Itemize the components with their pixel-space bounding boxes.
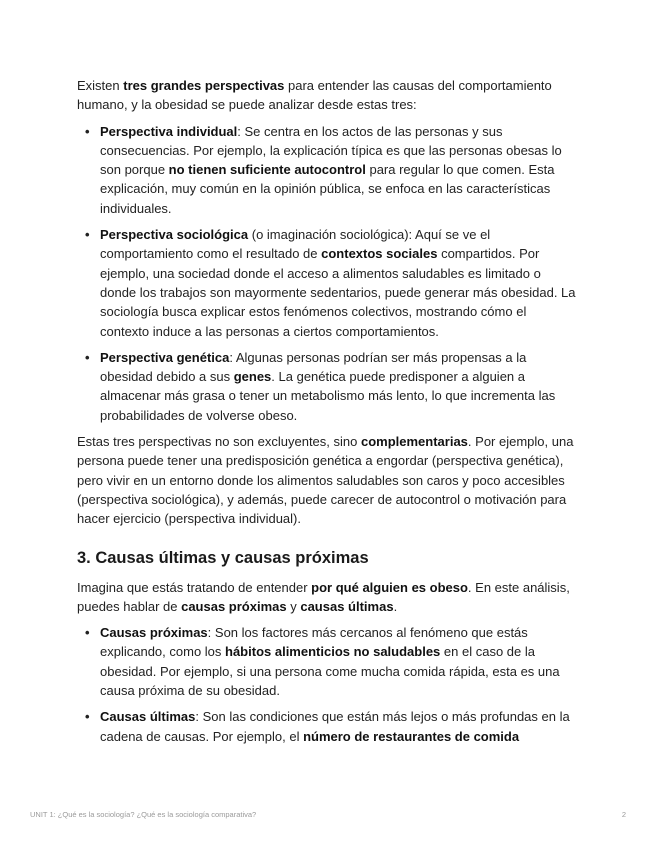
list-item: • Perspectiva genética: Algunas personas podrían ser más propensas a la obesidad debido a sus genes. La genética puede predisponer a alguien a almacenar más grasa o tener un metabolismo más lento, lo que incrementa las probabilidades de volverse obeso. (77, 348, 577, 425)
perspectives-list (77, 122, 577, 425)
proximate-causes-term: Causas próximas (100, 625, 208, 641)
page-footer (30, 810, 626, 819)
intro-paragraph: Existen tres grandes perspectivas para entender las causas del comportamiento humano, y la obesidad se puede analizar desde estas tres: (77, 78, 552, 113)
complement-paragraph: Estas tres perspectivas no son excluyentes, sino complementarias. Por ejemplo, una persona puede tener una predisposición genética a engordar (perspectiva genética), pero vivir en un entorno donde los alimentos saludables son caros y poco accesibles (perspectiva sociológica), y además, puede carecer de autocontrol o motivación para hacer ejercicio (perspectiva individual). (77, 434, 574, 527)
list-item: • Causas últimas: Son las condiciones que están más lejos o más profundas en la cadena de causas. Por ejemplo, el número de restaurantes de comida (77, 707, 577, 746)
causes-list (77, 623, 577, 746)
document-page (77, 76, 577, 753)
section-intro-paragraph: Imagina que estás tratando de entender por qué alguien es obeso. En este análisis, puedes hablar de causas próximas y causas últimas. (77, 579, 570, 614)
ultimate-causes-term: Causas últimas (100, 709, 196, 725)
perspective-genetic-term: Perspectiva genética (100, 349, 230, 365)
page-number: 2 (621, 810, 626, 819)
list-item: • Causas próximas: Son los factores más cercanos al fenómeno que estás explicando, como los hábitos alimenticios no saludables en el caso de la obesidad. Por ejemplo, si una persona come mucha comida rápida, esta es una causa próxima de su obesidad. (77, 623, 577, 700)
perspective-sociological-term: Perspectiva sociológica (100, 227, 249, 243)
list-item: • Perspectiva sociológica (o imaginación sociológica): Aquí se ve el comportamiento como el resultado de contextos sociales compartidos. Por ejemplo, una sociedad donde el acceso a alimentos saludables es limitado o donde los trabajos son mayormente sedentarios, puede generar más obesidad. La sociología busca explicar estos fenómenos colectivos, mostrando cómo el contexto induce a las personas a ciertos comportamientos. (77, 225, 577, 341)
footer-text: UNIT 1: ¿Qué es la sociología? ¿Qué es la sociología comparativa? (30, 810, 257, 819)
section-heading: 3. Causas últimas y causas próximas (77, 548, 369, 567)
perspective-individual-term: Perspectiva individual (100, 123, 238, 139)
list-item: • Perspectiva individual: Se centra en los actos de las personas y sus consecuencias. Por ejemplo, la explicación típica es que las personas obesas lo son porque no tienen suficiente autocontrol para regular lo que comen. Esta explicación, muy común en la opinión pública, se enfoca en las características individuales. (77, 122, 577, 218)
